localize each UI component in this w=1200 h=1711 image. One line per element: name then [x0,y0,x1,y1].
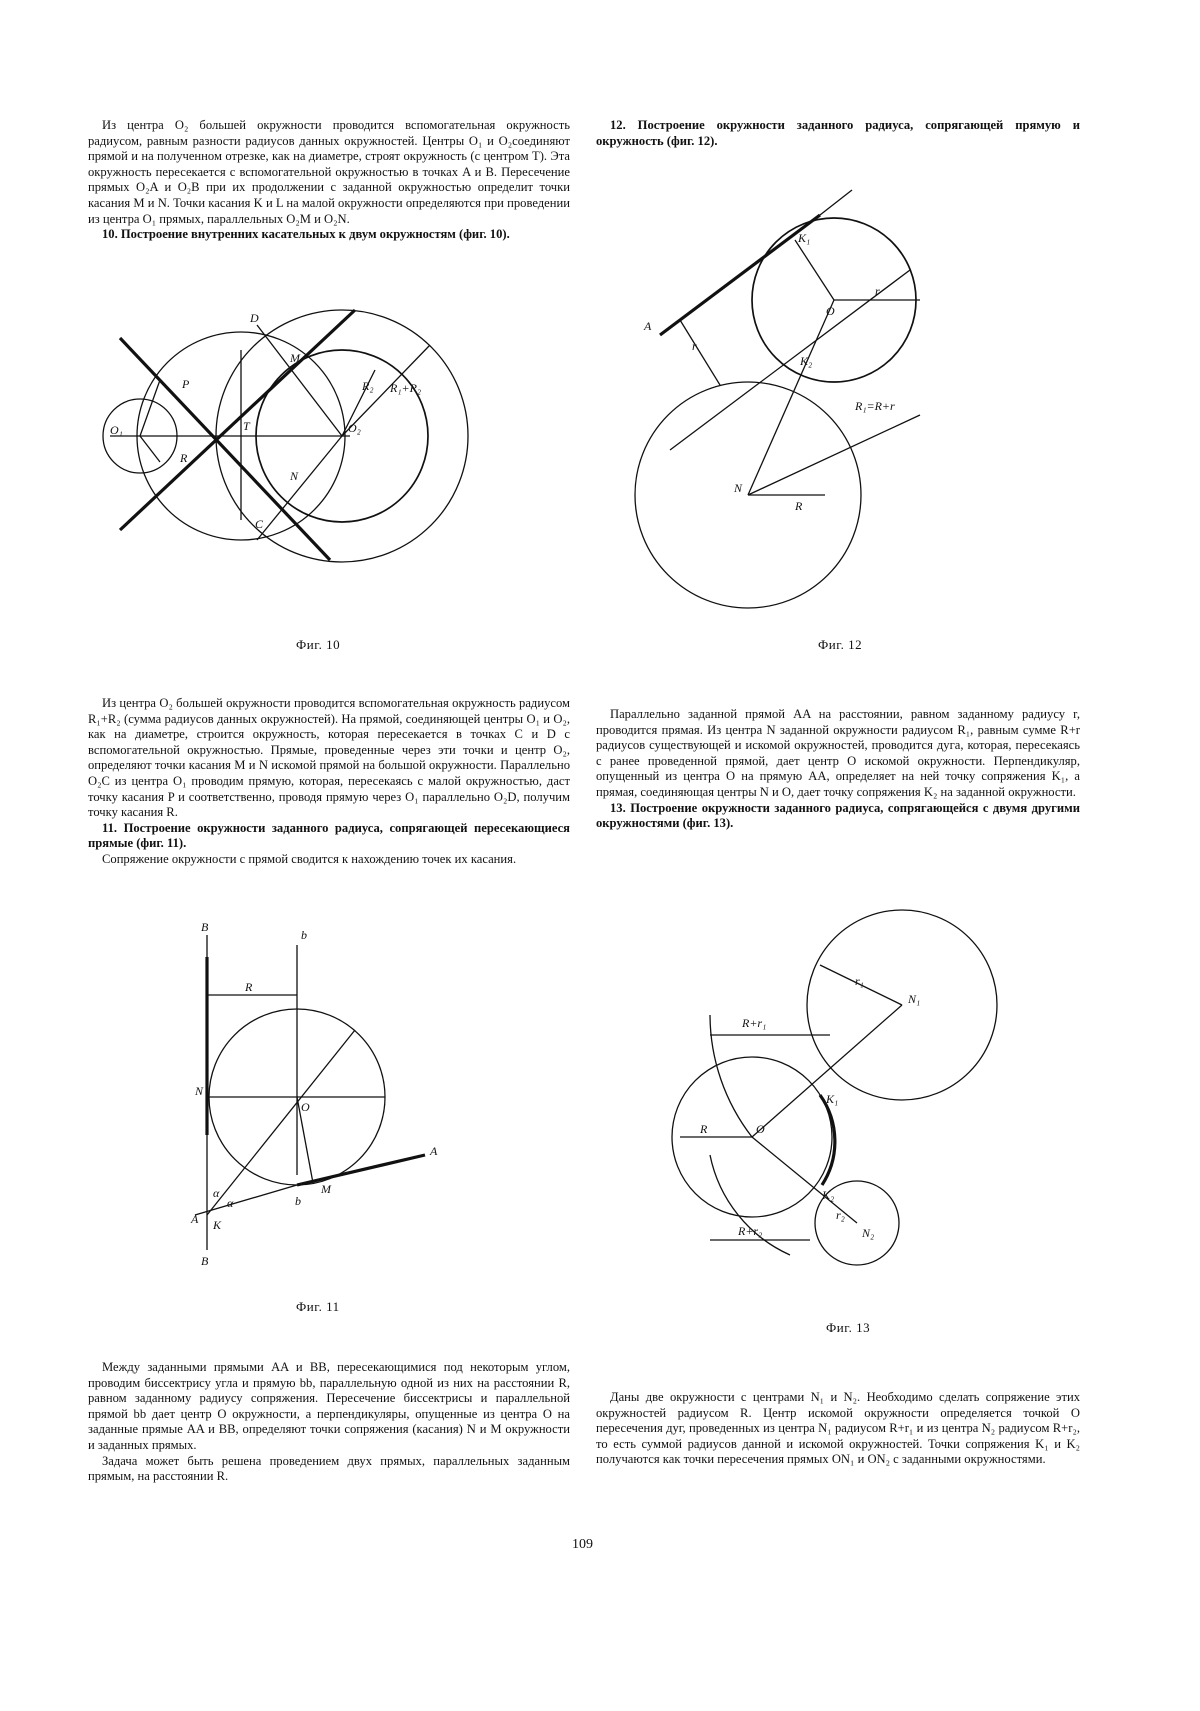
text-block-left-bottom [88,1360,570,1485]
label-o: O [756,1122,765,1136]
label-r2: R₂ [362,379,374,393]
section-heading-13: 13. Построение окружности заданного радиуса, сопрягающейся с двумя другими окружностями (фиг. 13). [596,800,1080,831]
label-b-small-bottom: b [295,1194,301,1208]
perpendicular-o-k1 [795,240,834,300]
section-heading-11: 11. Построение окружности заданного радиуса, сопрягающей пересекающиеся прямые (фиг. 11). [88,820,570,851]
label-n2: N₂ [862,1226,875,1240]
line-o2-c [257,436,342,540]
line-aa [297,1155,425,1185]
label-r: R [795,499,803,513]
label-r1r2: R₁+R₂ [390,381,422,395]
label-k2: K₂ [800,354,813,368]
label-r: R [245,980,253,994]
label-m: M [321,1182,331,1196]
line-o-n1 [752,1005,902,1137]
connecting-arc [820,1095,835,1185]
tangent-line-1 [120,338,330,560]
label-o2: O₂ [348,421,361,435]
label-r-plus-r2: R+r₂ [738,1224,763,1238]
text-block-left-mid [88,696,570,868]
page-number: 109 [572,1537,593,1552]
line-o1-p [140,380,160,436]
caption-fig-13: Фиг. 13 [826,1320,871,1335]
label-p: P [182,377,190,391]
label-r: R [180,451,188,465]
label-r2: r₂ [836,1208,845,1222]
text-block-right-mid [596,707,1080,832]
label-a-right: A [430,1144,438,1158]
label-b-bottom: B [201,1254,209,1268]
label-t: T [243,419,250,433]
label-d: D [250,311,259,325]
label-b-top: B [201,920,209,934]
paragraph: Из центра O₂ большей окружности проводится вспомогательная окружность радиусом, равным разности радиусов данных окружностей. Центры O₁ и O₂соединяют прямой и на полученном отрезке, как на диаметре, строят окружность (с центром T). Эта окружность пересекается с вспомогательной окружностью в точках A и B. Пересечение прямых O₂A и O₂B при их продолжении с заданной окружностью определит точки касания M и N. Точки касания K и L на малой окружности определяются при проведении из центра O₁ прямых, параллельных O₂M и O₂N. [88,118,570,226]
line-n-o [748,300,834,495]
text-block-right-top [596,118,1080,149]
label-k1: K₁ [826,1092,839,1106]
label-k2: K₂ [822,1188,835,1202]
label-b-small-top: b [301,928,307,942]
label-k1: K₁ [798,231,811,245]
text-block-left-top [88,118,570,243]
line-aa-extension [820,190,852,215]
paragraph: Сопряжение окружности с прямой сводится к нахождению точек их касания. [102,851,517,866]
label-r: R [700,1122,708,1136]
caption-fig-12: Фиг. 12 [818,637,863,652]
text-block-right-bottom [596,1390,1080,1468]
paragraph: Даны две окружности с центрами N₁ и N₂. Необходимо сделать сопряжение этих окружностей радиусом R. Центр искомой окружности определяется точкой O пересечения дуг, проведенных из центра N₁ радиусом R+r₁ и из центра N₂ радиусом R+r₂, то есть суммой радиусов данной и искомой окружностей. Точки сопряжения K₁ и K₂ получаются как точки пересечения прямых ON₁ и ON₂ с заданными окружностями. [596,1390,1080,1467]
given-line-aa [660,215,820,335]
paragraph: Задача может быть решена проведением двух прямых, параллельных заданным прямым, на расстоянии R. [88,1453,570,1484]
caption-fig-10: Фиг. 10 [296,637,341,652]
figure-12 [630,180,1010,600]
line-n-r1 [748,415,920,495]
caption-fig-11: Фиг. 11 [296,1299,340,1314]
section-heading-10: 10. Построение внутренних касательных к двум окружностям (фиг. 10). [102,227,510,242]
label-n: N [290,469,299,483]
label-alpha-2: α [227,1196,234,1210]
label-r-gap: r [692,339,697,353]
paragraph: Из центра O₂ большей окружности проводится вспомогательная окружность радиусом R₁+R₂ (сумма радиусов данных окружностей). На прямой, соединяющей центры O₁ и O₂, как на диаметре, строится окружность, которая пересекается в точках C и D с вспомогательной окружностью. Прямые, проведенные через эти точки и центр O₂, определяют точки касания M и N искомой прямой на большой окружности. Параллельно O₂C из центра O₁ проводим прямую, которая, пересекаясь с малой окружностью, даст точку касания P и соответственно, проводя прямую через O₁ параллельно O₂D, получим точку касания R. [88,696,570,820]
figure-11 [185,920,465,1268]
dimension-r-gap [680,320,720,385]
parallel-line [670,270,910,450]
label-c: C [255,517,264,531]
label-a: A [644,319,652,333]
figure-10 [100,311,520,590]
tangent-line-2 [120,310,355,530]
label-o: O [301,1100,310,1114]
arc-r-plus-r1 [710,1015,752,1137]
label-o1: O₁ [110,423,123,437]
line-o1-r [140,436,160,462]
figure-13 [650,905,990,1265]
label-a-left: A [191,1212,199,1226]
label-n: N [195,1084,204,1098]
label-n1: N₁ [908,992,921,1006]
label-r-plus-r1: R+r₁ [742,1016,767,1030]
label-n: N [734,481,743,495]
label-k: K [213,1218,222,1232]
paragraph: Параллельно заданной прямой AA на расстоянии, равном заданному радиусу r, проводится прямая. Из центра N заданной окружности радиусом R₁, равным сумме R+r радиусов существующей и искомой окружностей, проводится дуга, которая, пересекаясь с ранее проведенной прямой, дает центр O искомой окружности. Перпендикуляр, опущенный из центра O на прямую AA, определяет на ней точку сопряжения K₁, а прямая, соединяющая центры N и O, дает точку сопряжения K₂ на заданной окружности. [596,707,1080,799]
label-r-small: r [875,284,880,298]
label-o: O [826,304,835,318]
bisector [207,1030,355,1215]
label-r1: R₁=R+r [855,399,895,413]
label-m: M [290,351,300,365]
section-heading-12: 12. Построение окружности заданного радиуса, сопрягающей прямую и окружность (фиг. 12). [596,118,1080,148]
label-alpha-1: α [213,1186,220,1200]
paragraph: Между заданными прямыми AA и BB, пересекающимися под некоторым углом, проводим биссектрису угла и прямую bb, параллельную одной из них на расстоянии R, равном заданному радиусу сопряжения. Пересечение биссектрисы и параллельной прямой bb дает центр O окружности, а перпендикуляры, опущенные из центра O на заданные прямые AA и BB, определяют точки сопряжения (касания) N и M окружности и заданных прямых. [88,1360,570,1452]
label-r1: r₁ [855,974,864,988]
